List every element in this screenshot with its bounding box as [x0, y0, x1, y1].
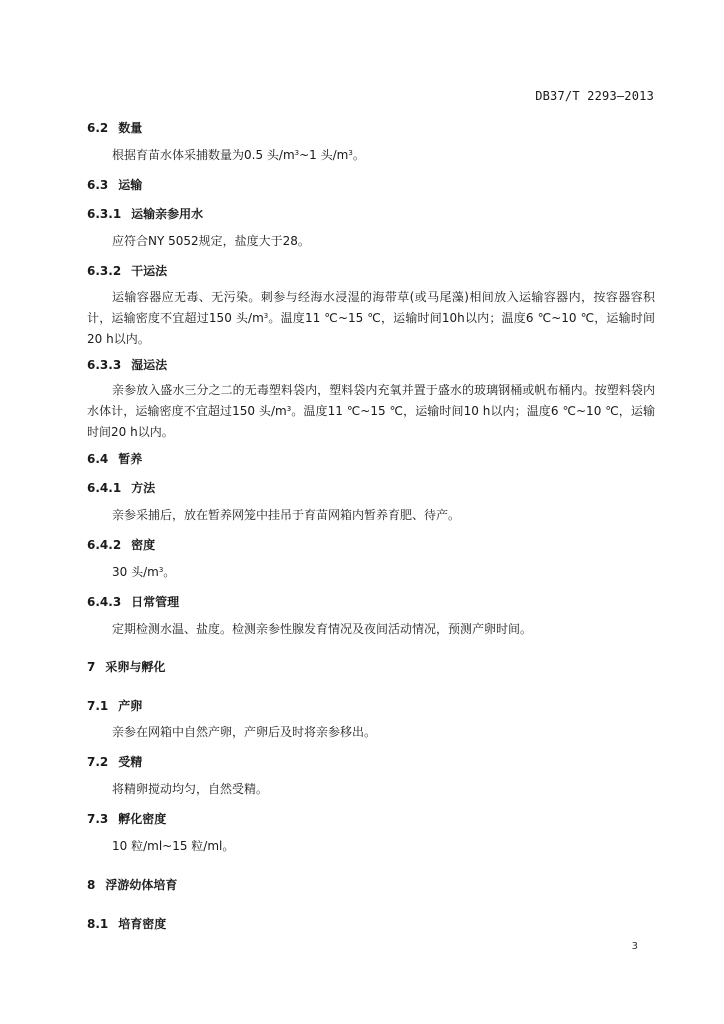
section-body-7-2: 将精卵搅动均匀，自然受精。: [112, 782, 269, 796]
section-heading-8-1: [87, 915, 166, 932]
section-title: 浮游幼体培育: [105, 878, 178, 892]
superscript: 3: [263, 312, 269, 320]
section-title: 日常管理: [131, 595, 180, 609]
section-heading-6-4-1: [87, 479, 155, 496]
section-number: 6.4.1: [87, 481, 122, 495]
body-text: 。: [163, 565, 176, 579]
section-heading-6-4: [87, 450, 142, 467]
section-title: 受精: [118, 755, 143, 769]
body-text: 。: [352, 148, 365, 162]
section-heading-8: [87, 876, 177, 893]
superscript: 3: [158, 566, 164, 574]
section-heading-6-2: [87, 119, 142, 136]
section-title: 运输: [118, 178, 143, 192]
section-heading-6-3: [87, 176, 142, 193]
section-body-6-4-3: 定期检测水温、盐度。检测亲参性腺发育情况及夜间活动情况，预测产卵时间。: [112, 622, 533, 636]
section-heading-7: [87, 658, 165, 675]
body-text: 。温度11 ℃~15 ℃，运输时间10 h以内；温度6 ℃~10 ℃，运输时间20 h以内。: [87, 404, 655, 439]
section-number: 7.2: [87, 755, 109, 769]
section-title: 湿运法: [131, 358, 168, 372]
section-body-6-4-2: [87, 562, 655, 583]
section-number: 7.1: [87, 699, 109, 713]
standard-code: DB37/T 2293—2013: [535, 89, 654, 103]
section-number: 6.4: [87, 452, 109, 466]
superscript: 3: [294, 149, 300, 157]
section-body-6-2: [87, 145, 655, 166]
section-body-6-3-1: 应符合NY 5052规定，盐度大于28。: [112, 234, 310, 248]
superscript: 3: [286, 405, 292, 413]
section-number: 8.1: [87, 917, 109, 931]
section-title: 方法: [131, 481, 156, 495]
section-body-6-3-2: [87, 287, 655, 350]
section-body-6-3-3: [87, 380, 655, 443]
body-text: 。温度11 ℃~15 ℃，运输时间10h以内；温度6 ℃~10 ℃，运输时间20 h以内。: [87, 311, 656, 346]
section-title: 密度: [131, 538, 156, 552]
section-heading-7-1: [87, 697, 142, 714]
superscript: 3: [348, 149, 353, 157]
section-body-7-3: 10 粒/ml~15 粒/ml。: [112, 839, 235, 853]
section-number: 7: [87, 660, 96, 674]
section-number: 6.3.2: [87, 264, 122, 278]
section-number: 8: [87, 878, 96, 892]
section-number: 6.3.1: [87, 207, 122, 221]
section-number: 6.3.3: [87, 358, 122, 372]
section-body-6-4-1: 亲参采捕后，放在暂养网笼中挂吊于育苗网箱内暂养育肥、待产。: [112, 508, 461, 522]
section-heading-6-3-3: [87, 356, 167, 373]
section-title: 数量: [118, 121, 143, 135]
section-heading-6-4-2: [87, 536, 155, 553]
section-title: 采卵与孵化: [105, 660, 166, 674]
section-number: 6.2: [87, 121, 109, 135]
page-number: 3: [631, 941, 638, 952]
section-heading-6-3-2: [87, 262, 167, 279]
section-title: 产卵: [118, 699, 143, 713]
section-number: 6.3: [87, 178, 109, 192]
body-text: 30 头/m: [112, 565, 159, 579]
section-title: 孵化密度: [118, 812, 167, 826]
section-number: 6.4.3: [87, 595, 122, 609]
section-title: 运输亲参用水: [131, 207, 204, 221]
section-title: 干运法: [131, 264, 168, 278]
section-heading-7-3: [87, 810, 166, 827]
section-number: 6.4.2: [87, 538, 122, 552]
section-title: 暂养: [118, 452, 143, 466]
section-heading-6-4-3: [87, 593, 179, 610]
section-heading-6-3-1: [87, 205, 203, 222]
section-body-7-1: 亲参在网箱中自然产卵，产卵后及时将亲参移出。: [112, 725, 377, 739]
body-text: 根据育苗水体采捕数量为0.5 头/m: [112, 148, 295, 162]
section-title: 培育密度: [118, 917, 167, 931]
section-number: 7.3: [87, 812, 109, 826]
body-text: ~1 头/m: [299, 148, 349, 162]
section-heading-7-2: [87, 753, 142, 770]
body-text: 运输容器应无毒、无污染。刺参与经海水浸湿的海带草(或马尾藻)相间放入运输容器内，按容器容积计，运输密度不宜超过150 头/m: [87, 290, 655, 325]
body-text: 亲参放入盛水三分之二的无毒塑料袋内，塑料袋内充氧并置于盛水的玻璃钢桶或帆布桶内。按塑料袋内水体计，运输密度不宜超过150 头/m: [87, 383, 655, 418]
